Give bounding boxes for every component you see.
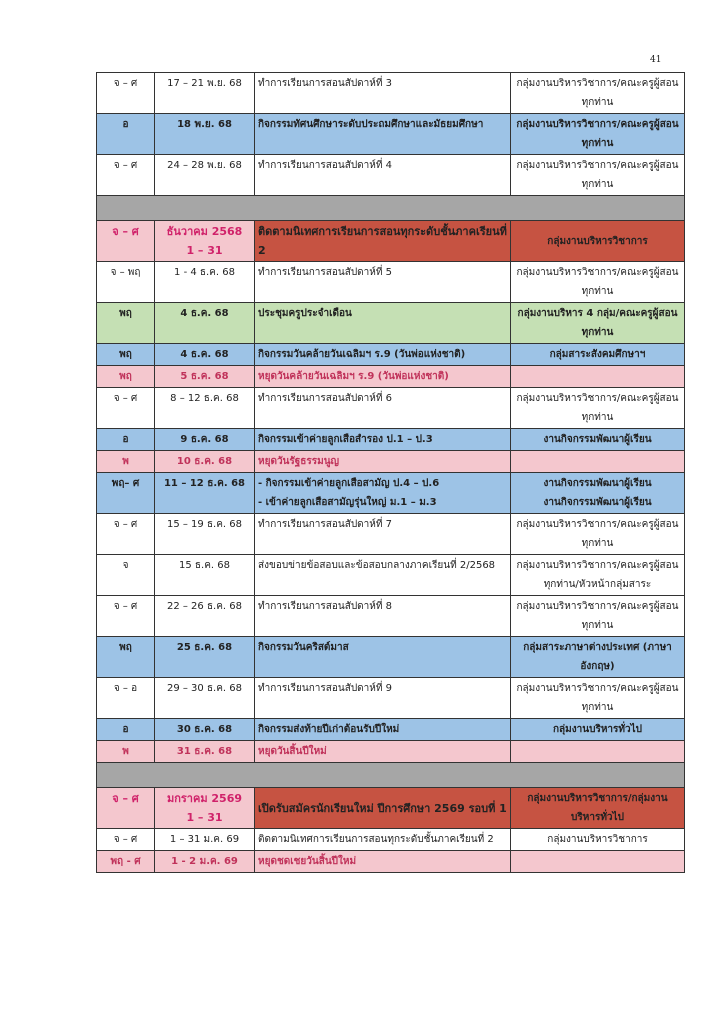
cell-month xyxy=(155,221,255,262)
cell-date: 31 ธ.ค. 68 xyxy=(155,741,255,763)
table-row xyxy=(97,196,685,221)
table-row xyxy=(97,429,685,451)
cell-activity: กิจกรรมวันคริสต์มาส xyxy=(255,637,511,678)
cell-responsible xyxy=(511,741,685,763)
cell-date: 17 – 21 พ.ย. 68 xyxy=(155,73,255,114)
page-number: 41 xyxy=(650,55,662,65)
section-separator xyxy=(97,196,685,221)
cell-activity: ประชุมครูประจำเดือน xyxy=(255,303,511,344)
cell-responsible: กลุ่มงานบริหาร 4 กลุ่ม/คณะครูผู้สอน ทุกท่าน xyxy=(511,303,685,344)
cell-month xyxy=(155,788,255,829)
table-row xyxy=(97,262,685,303)
activity-line: - กิจกรรมเข้าค่ายลูกเสือสามัญ ป.4 – ป.6 xyxy=(258,478,440,489)
cell-activity: ทำการเรียนการสอนสัปดาห์ที่ 4 xyxy=(255,155,511,196)
cell-day: จ – ศ xyxy=(97,829,155,851)
resp-line: งานกิจกรรมพัฒนาผู้เรียน xyxy=(543,478,652,489)
cell-date: 5 ธ.ค. 68 xyxy=(155,366,255,388)
cell-activity: หยุดชดเชยวันสิ้นปีใหม่ xyxy=(255,851,511,873)
cell-responsible: กลุ่มงานบริหารวิชาการ/คณะครูผู้สอน ทุกท่าน xyxy=(511,262,685,303)
cell-day: พฤ xyxy=(97,303,155,344)
cell-activity: หยุดวันรัฐธรรมนูญ xyxy=(255,451,511,473)
schedule-table xyxy=(96,72,685,873)
cell-responsible: กลุ่มงานบริหารวิชาการ/คณะครูผู้สอน ทุกท่าน/หัวหน้ากลุ่มสาระ xyxy=(511,555,685,596)
cell-day: จ – ศ xyxy=(97,221,155,262)
cell-activity xyxy=(255,473,511,514)
table-row xyxy=(97,303,685,344)
cell-responsible xyxy=(511,473,685,514)
cell-day: พ xyxy=(97,451,155,473)
cell-activity: ทำการเรียนการสอนสัปดาห์ที่ 8 xyxy=(255,596,511,637)
table-row xyxy=(97,719,685,741)
cell-activity: ติดตามนิเทศการเรียนการสอนทุกระดับชั้นภาคเรียนที่ 2 xyxy=(255,829,511,851)
table-row xyxy=(97,763,685,788)
month-range: 1 – 31 xyxy=(186,811,223,824)
table-row xyxy=(97,73,685,114)
cell-date: 1 - 4 ธ.ค. 68 xyxy=(155,262,255,303)
cell-responsible xyxy=(511,366,685,388)
cell-day: จ – อ xyxy=(97,678,155,719)
cell-activity: กิจกรรมเข้าค่ายลูกเสือสำรอง ป.1 – ป.3 xyxy=(255,429,511,451)
cell-day: อ xyxy=(97,114,155,155)
cell-responsible xyxy=(511,851,685,873)
cell-date: 10 ธ.ค. 68 xyxy=(155,451,255,473)
cell-day: พฤ– ศ xyxy=(97,473,155,514)
cell-date: 11 – 12 ธ.ค. 68 xyxy=(155,473,255,514)
cell-day: จ – ศ xyxy=(97,596,155,637)
cell-date: 18 พ.ย. 68 xyxy=(155,114,255,155)
cell-date: 4 ธ.ค. 68 xyxy=(155,344,255,366)
table-row xyxy=(97,155,685,196)
cell-responsible: กลุ่มงานบริหารวิชาการ/คณะครูผู้สอน ทุกท่าน xyxy=(511,514,685,555)
cell-responsible: กลุ่มงานบริหารวิชาการ/กลุ่มงาน บริหารทั่วไป xyxy=(511,788,685,829)
cell-responsible: กลุ่มสาระสังคมศึกษาฯ xyxy=(511,344,685,366)
cell-date: 4 ธ.ค. 68 xyxy=(155,303,255,344)
cell-responsible: กลุ่มงานบริหารวิชาการ xyxy=(511,221,685,262)
cell-responsible: กลุ่มงานบริหารวิชาการ/คณะครูผู้สอน ทุกท่าน xyxy=(511,678,685,719)
cell-responsible: กลุ่มงานบริหารวิชาการ/คณะครูผู้สอน ทุกท่าน xyxy=(511,114,685,155)
activity-line: - เข้าค่ายลูกเสือสามัญรุ่นใหญ่ ม.1 – ม.3 xyxy=(258,497,437,508)
cell-day: อ xyxy=(97,429,155,451)
table-row xyxy=(97,678,685,719)
cell-responsible: กลุ่มงานบริหารวิชาการ/คณะครูผู้สอน ทุกท่าน xyxy=(511,155,685,196)
cell-activity: ทำการเรียนการสอนสัปดาห์ที่ 9 xyxy=(255,678,511,719)
month-range: 1 – 31 xyxy=(186,244,223,257)
cell-activity: ติดตามนิเทศการเรียนการสอนทุกระดับชั้นภาคเรียนที่ 2 xyxy=(255,221,511,262)
table-row xyxy=(97,388,685,429)
cell-day: จ – ศ xyxy=(97,388,155,429)
cell-day: จ – ศ xyxy=(97,788,155,829)
section-separator xyxy=(97,763,685,788)
table-row xyxy=(97,829,685,851)
cell-responsible: กลุ่มงานบริหารวิชาการ xyxy=(511,829,685,851)
cell-day: พฤ xyxy=(97,344,155,366)
table-row xyxy=(97,637,685,678)
cell-date: 30 ธ.ค. 68 xyxy=(155,719,255,741)
cell-date: 25 ธ.ค. 68 xyxy=(155,637,255,678)
cell-activity: หยุดวันสิ้นปีใหม่ xyxy=(255,741,511,763)
cell-responsible: กลุ่มงานบริหารทั่วไป xyxy=(511,719,685,741)
cell-activity: หยุดวันคล้ายวันเฉลิมฯ ร.9 (วันพ่อแห่งชาติ) xyxy=(255,366,511,388)
cell-responsible: กลุ่มงานบริหารวิชาการ/คณะครูผู้สอน ทุกท่าน xyxy=(511,596,685,637)
cell-day: จ – ศ xyxy=(97,155,155,196)
cell-date: 1 - 2 ม.ค. 69 xyxy=(155,851,255,873)
cell-activity: กิจกรรมทัศนศึกษาระดับประถมศึกษาและมัธยมศึกษา xyxy=(255,114,511,155)
cell-day: พฤ - ศ xyxy=(97,851,155,873)
table-row xyxy=(97,851,685,873)
cell-day: จ – ศ xyxy=(97,514,155,555)
cell-date: 15 – 19 ธ.ค. 68 xyxy=(155,514,255,555)
table-row xyxy=(97,366,685,388)
cell-responsible xyxy=(511,451,685,473)
cell-day: พฤ xyxy=(97,366,155,388)
cell-activity: ทำการเรียนการสอนสัปดาห์ที่ 5 xyxy=(255,262,511,303)
cell-day: พฤ xyxy=(97,637,155,678)
cell-activity: เปิดรับสมัครนักเรียนใหม่ ปีการศึกษา 2569 รอบที่ 1 xyxy=(255,788,511,829)
cell-date: 29 – 30 ธ.ค. 68 xyxy=(155,678,255,719)
cell-day: จ xyxy=(97,555,155,596)
cell-activity: ทำการเรียนการสอนสัปดาห์ที่ 6 xyxy=(255,388,511,429)
cell-date: 8 – 12 ธ.ค. 68 xyxy=(155,388,255,429)
resp-line: งานกิจกรรมพัฒนาผู้เรียน xyxy=(543,497,652,508)
month-name: มกราคม 2569 xyxy=(166,792,243,805)
table-row xyxy=(97,114,685,155)
cell-responsible: กลุ่มสาระภาษาต่างประเทศ (ภาษาอังกฤษ) xyxy=(511,637,685,678)
cell-date: 9 ธ.ค. 68 xyxy=(155,429,255,451)
cell-activity: ส่งขอบข่ายข้อสอบและข้อสอบกลางภาคเรียนที่ 2/2568 xyxy=(255,555,511,596)
cell-activity: ทำการเรียนการสอนสัปดาห์ที่ 3 xyxy=(255,73,511,114)
month-name: ธันวาคม 2568 xyxy=(166,225,243,238)
table-row xyxy=(97,514,685,555)
cell-date: 1 – 31 ม.ค. 69 xyxy=(155,829,255,851)
cell-day: อ xyxy=(97,719,155,741)
cell-activity: กิจกรรมส่งท้ายปีเก่าต้อนรับปีใหม่ xyxy=(255,719,511,741)
table-row xyxy=(97,344,685,366)
table-row xyxy=(97,596,685,637)
table-row xyxy=(97,451,685,473)
cell-responsible: กลุ่มงานบริหารวิชาการ/คณะครูผู้สอน ทุกท่าน xyxy=(511,388,685,429)
cell-date: 24 – 28 พ.ย. 68 xyxy=(155,155,255,196)
cell-day: พ xyxy=(97,741,155,763)
cell-activity: กิจกรรมวันคล้ายวันเฉลิมฯ ร.9 (วันพ่อแห่งชาติ) xyxy=(255,344,511,366)
cell-responsible: งานกิจกรรมพัฒนาผู้เรียน xyxy=(511,429,685,451)
cell-responsible: กลุ่มงานบริหารวิชาการ/คณะครูผู้สอน ทุกท่าน xyxy=(511,73,685,114)
table-row xyxy=(97,473,685,514)
cell-activity: ทำการเรียนการสอนสัปดาห์ที่ 7 xyxy=(255,514,511,555)
table-row xyxy=(97,555,685,596)
cell-day: จ – พฤ xyxy=(97,262,155,303)
table-row xyxy=(97,221,685,262)
cell-day: จ – ศ xyxy=(97,73,155,114)
table-row xyxy=(97,788,685,829)
table-row xyxy=(97,741,685,763)
cell-date: 22 – 26 ธ.ค. 68 xyxy=(155,596,255,637)
cell-date: 15 ธ.ค. 68 xyxy=(155,555,255,596)
